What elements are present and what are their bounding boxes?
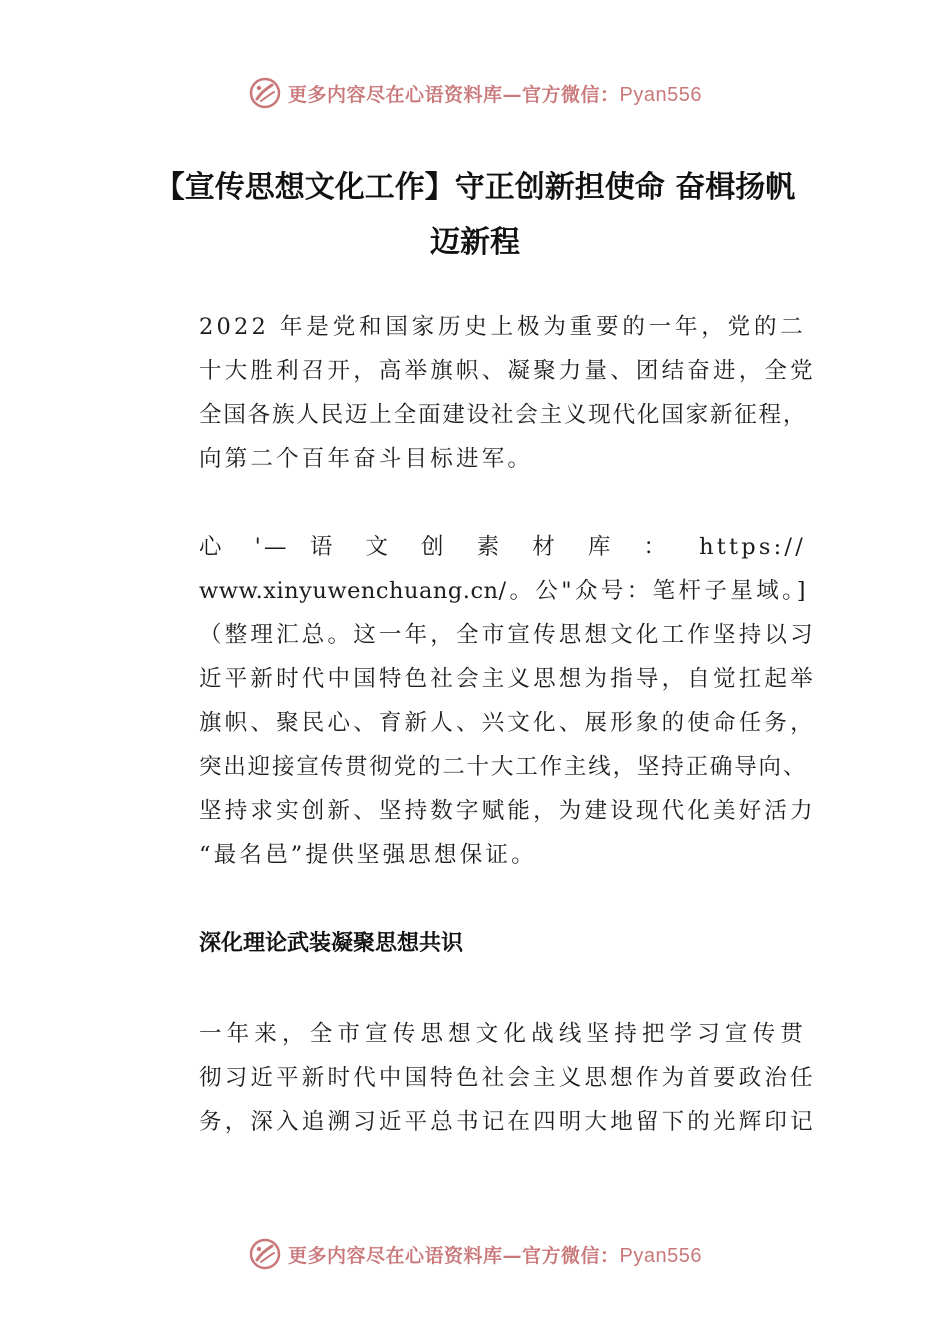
header-banner: [0, 70, 950, 116]
text-line: 突出迎接宣传贯彻党的二十大工作主线，坚持正确导向、: [199, 754, 806, 780]
banner-text: 更多内容尽在心语资料库—官方微信：Pyan556: [288, 83, 702, 106]
brush-logo-icon: [248, 1237, 282, 1271]
text-line: 坚持求实创新、坚持数字赋能，为建设现代化美好活力: [199, 798, 816, 824]
section-heading: 深化理论武装凝聚思想共识: [199, 931, 464, 956]
text-line: 务，深入追溯习近平总书记在四明大地留下的光辉印记: [199, 1109, 816, 1135]
paragraph-intro: [146, 305, 816, 481]
footer-banner: [0, 1231, 950, 1277]
text-line: 彻习近平新时代中国特色社会主义思想作为首要政治任: [199, 1065, 816, 1091]
text-line: 旗帜、聚民心、育新人、兴文化、展形象的使命任务，: [199, 710, 816, 736]
text-line: “最名邑”提供坚强思想保证。: [199, 842, 537, 868]
banner-handle: Pyan556: [619, 83, 702, 106]
text-line: 近平新时代中国特色社会主义思想为指导，自觉扛起举: [199, 666, 816, 692]
text-line: 全国各族人民迈上全面建设社会主义现代化国家新征程，: [199, 402, 806, 428]
banner-handle: Pyan556: [619, 1244, 702, 1267]
text-line: 2022 年是党和国家历史上极为重要的一年，党的二: [199, 314, 806, 340]
text-line: www.xinyuwenchuang.cn/。公"众号：笔杆子星域。]: [199, 578, 806, 604]
text-line: 向第二个百年奋斗目标进军。: [199, 446, 534, 472]
brush-logo-icon: [248, 76, 282, 110]
document-title: 【宣传思想文化工作】守正创新担使命 奋楫扬帆迈新程: [154, 170, 796, 260]
text-line: 一年来，全市宣传思想文化战线坚持把学习宣传贯: [199, 1021, 806, 1047]
text-line: 十大胜利召开，高举旗帜、凝聚力量、团结奋进，全党: [199, 358, 816, 384]
paragraph-review: [146, 525, 816, 877]
text-line: （整理汇总。这一年，全市宣传思想文化工作坚持以习: [199, 622, 816, 648]
text-line: 心 '— 语 文 创 素 材 库 ： https://: [199, 534, 806, 560]
banner-text: 更多内容尽在心语资料库—官方微信：Pyan556: [288, 1244, 702, 1267]
paragraph-theory: [146, 1012, 816, 1144]
